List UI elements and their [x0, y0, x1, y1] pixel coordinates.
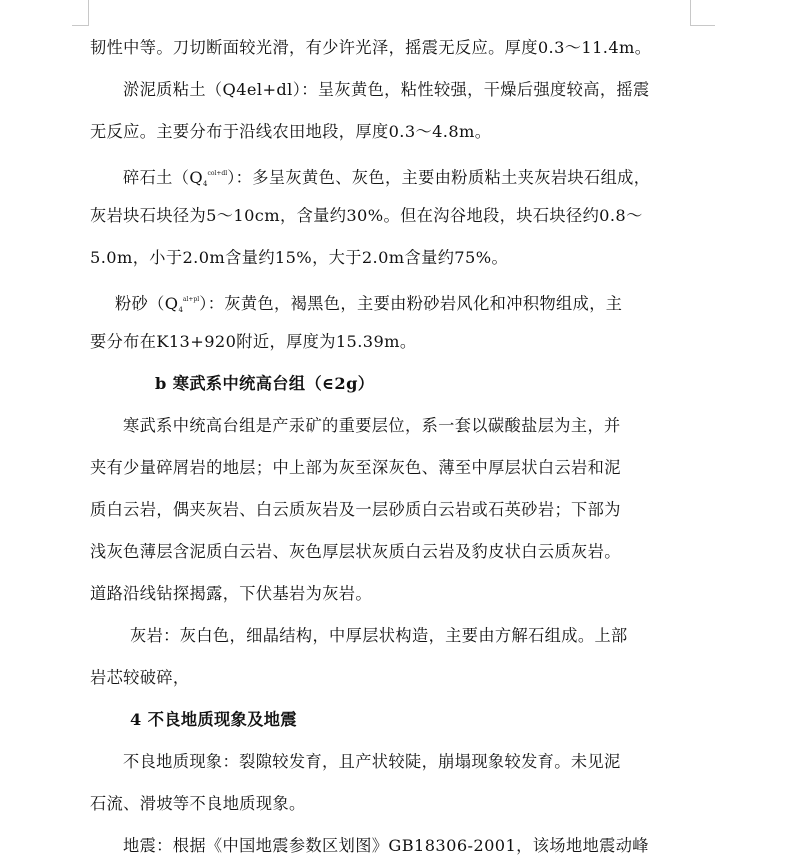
line-text: 夹有少量碎屑岩的地层；中上部为灰至深灰色、薄至中厚层状白云岩和泥: [90, 458, 621, 477]
line-text: 不良地质现象：裂隙较发育，且产状较陡，崩塌现象较发育。未见泥: [123, 752, 621, 771]
line-text: 5.0m，小于2.0m含量约15%，大于2.0m含量约75%。: [90, 248, 509, 267]
line-text: 无反应。主要分布于沿线农田地段，厚度0.3～4.8m。: [90, 122, 492, 141]
line-text: 寒武系中统高台组是产汞矿的重要层位，系一套以碳酸盐层为主，并: [123, 416, 621, 435]
gravel-soil-line: [0, 164, 786, 194]
text-line: [0, 836, 786, 856]
text-line: [0, 542, 786, 562]
gravel-soil-suffix: ）：多呈灰黄色、灰色，主要由粉质粘土夹灰岩块石组成，: [227, 168, 651, 187]
line-text: [0, 164, 650, 194]
text-line: [0, 248, 786, 268]
text-line: [0, 38, 786, 58]
line-text: 灰岩块石块径为5～10cm，含量约30%。但在沟谷地段，块石块径约0.8～: [90, 206, 643, 225]
line-text: 地震：根据《中国地震参数区划图》GB18306-2001，该场地地震动峰: [123, 836, 649, 855]
text-line: [0, 416, 786, 436]
line-text: 淤泥质粘土（Q4el+dl）：呈灰黄色，粘性较强，干燥后强度较高，摇震: [123, 80, 650, 99]
crop-mark-top-right: [690, 0, 715, 26]
text-line: [0, 584, 786, 604]
text-line: [0, 332, 786, 352]
gravel-soil-prefix: 碎石土（Q: [123, 168, 204, 187]
text-line: [0, 500, 786, 520]
line-text: 韧性中等。刀切断面较光滑，有少许光泽，摇震无反应。厚度0.3～11.4m。: [90, 38, 652, 57]
silt-sand-line: [0, 290, 786, 320]
line-text: 浅灰色薄层含泥质白云岩、灰色厚层状灰质白云岩及豹皮状白云质灰岩。: [90, 542, 621, 561]
text-line: [0, 668, 786, 688]
line-text: 要分布在K13+920附近，厚度为15.39m。: [90, 332, 417, 351]
line-text: 道路沿线钻探揭露，下伏基岩为灰岩。: [90, 584, 372, 603]
text-line: [0, 458, 786, 478]
line-text: 质白云岩，偶夹灰岩、白云质灰岩及一层砂质白云岩或石英砂岩；下部为: [90, 500, 621, 519]
silt-sand-sup: al+pl: [182, 296, 200, 303]
gravel-soil-sub: 4: [203, 180, 208, 188]
silt-sand-prefix: 粉砂（Q: [115, 294, 179, 313]
heading-text: b 寒武系中统高台组（∈2g）: [155, 374, 375, 393]
text-line: [0, 794, 786, 814]
section-heading-4: [0, 710, 786, 730]
text-line: [0, 122, 786, 142]
silt-sand-suffix: ）：灰黄色，褐黑色，主要由粉砂岩风化和冲积物组成，主: [199, 294, 623, 313]
text-line: [0, 626, 786, 646]
text-line: [0, 206, 786, 226]
heading-text: 4 不良地质现象及地震: [130, 710, 297, 729]
section-heading-b: [0, 374, 786, 394]
line-text: 岩芯较破碎，: [90, 668, 190, 687]
crop-mark-top-left: [72, 0, 89, 26]
line-text: [0, 290, 622, 320]
text-line: [0, 80, 786, 100]
silt-sand-sub: 4: [178, 306, 183, 314]
gravel-soil-sup: col+dl: [207, 170, 228, 177]
text-line: [0, 752, 786, 772]
line-text: 石流、滑坡等不良地质现象。: [90, 794, 306, 813]
line-text: 灰岩：灰白色，细晶结构，中厚层状构造，主要由方解石组成。上部: [130, 626, 628, 645]
